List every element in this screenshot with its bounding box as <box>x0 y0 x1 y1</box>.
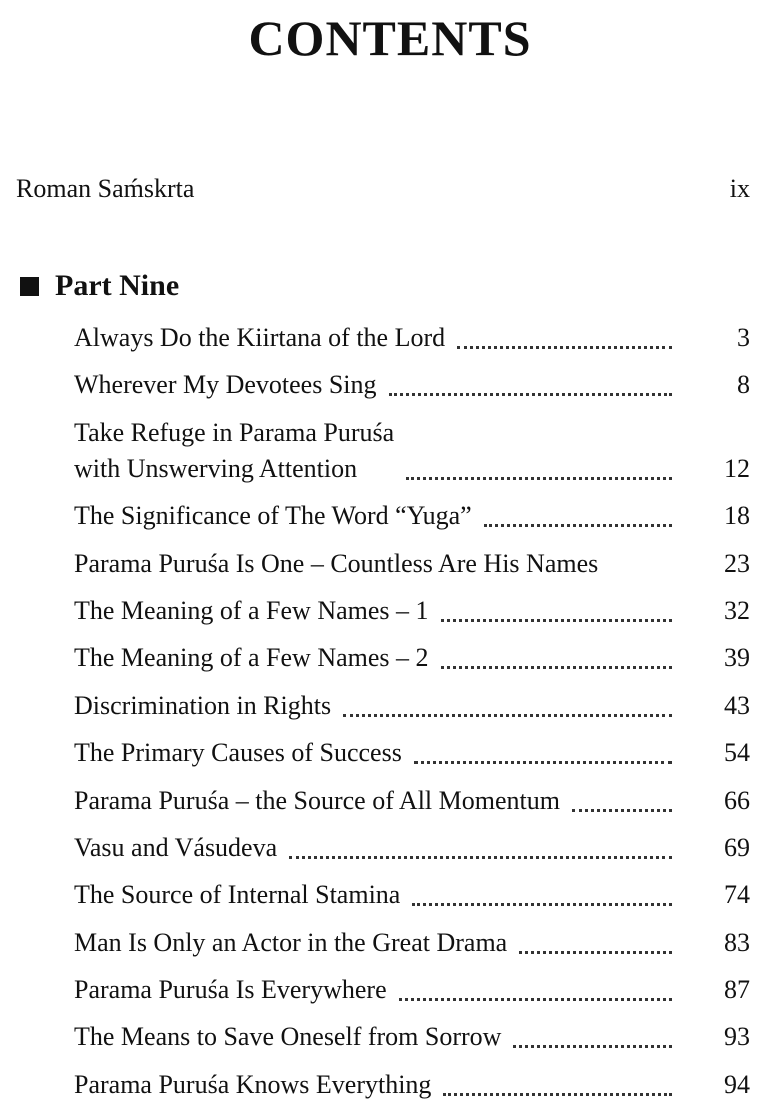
toc-entry-page: 74 <box>724 880 750 910</box>
toc-entry-page: 69 <box>724 832 750 862</box>
toc-entry-page: 94 <box>724 1069 750 1099</box>
toc-entry-title: Take Refuge in Parama Puruśa with Unswerving Attention <box>74 417 395 483</box>
toc-entry <box>74 688 750 724</box>
toc-entry-title: Man Is Only an Actor in the Great Drama <box>74 927 508 957</box>
part-heading-text: Part Nine <box>55 269 180 302</box>
dot-leader <box>406 451 672 480</box>
toc-entry-title: Parama Puruśa Knows Everything <box>74 1069 432 1099</box>
toc-entry-page: 83 <box>724 927 750 957</box>
toc-entry-page: 66 <box>724 785 750 815</box>
toc-entry-page: 12 <box>724 453 750 483</box>
toc-entry-title: Discrimination in Rights <box>74 690 332 720</box>
toc-entry <box>74 415 750 487</box>
dot-leader <box>572 783 672 812</box>
toc-entry-page: 93 <box>724 1022 750 1052</box>
toc-entry <box>74 877 750 913</box>
part-heading <box>20 266 179 306</box>
black-square-icon <box>20 277 39 296</box>
dot-leader <box>343 688 672 717</box>
dot-leader <box>519 925 672 954</box>
dot-leader <box>484 498 672 527</box>
toc-entry-page: 23 <box>724 548 750 578</box>
toc-entry <box>74 783 750 819</box>
toc-entry-title: The Significance of The Word “Yuga” <box>74 501 472 531</box>
toc-entry-page: 54 <box>724 738 750 768</box>
toc-entry <box>74 593 750 629</box>
toc-entry <box>74 830 750 866</box>
toc-entry-title: The Meaning of a Few Names – 2 <box>74 643 429 673</box>
toc-list <box>74 320 750 1114</box>
dot-leader <box>441 593 672 622</box>
front-matter-page: ix <box>729 174 750 203</box>
front-matter-label: Roman Saḿskrta <box>16 174 195 203</box>
toc-entry-page: 18 <box>724 501 750 531</box>
toc-entry-page: 8 <box>737 370 750 400</box>
toc-entry <box>74 367 750 403</box>
toc-entry <box>74 972 750 1008</box>
toc-entry <box>74 320 750 356</box>
dot-leader <box>389 367 672 396</box>
toc-entry-title: Parama Puruśa Is One – Countless Are His Names <box>74 548 599 578</box>
toc-entry-title: Parama Puruśa Is Everywhere <box>74 975 387 1005</box>
dot-leader <box>399 972 672 1001</box>
toc-entry-title: The Means to Save Oneself from Sorrow <box>74 1022 502 1052</box>
dot-leader <box>414 735 672 764</box>
dot-leader <box>289 830 672 859</box>
toc-entry-title: Always Do the Kiirtana of the Lord <box>74 323 446 352</box>
toc-entry <box>74 735 750 771</box>
page-title: CONTENTS <box>248 10 532 66</box>
toc-entry <box>74 546 750 582</box>
dot-leader <box>457 320 672 349</box>
toc-entry-title: The Primary Causes of Success <box>74 738 402 768</box>
toc-entry <box>74 498 750 534</box>
front-matter-entry <box>16 172 750 206</box>
toc-entry <box>74 1067 750 1103</box>
dot-leader <box>441 640 672 669</box>
toc-entry <box>74 1019 750 1055</box>
toc-entry-page: 32 <box>724 595 750 625</box>
dot-leader <box>412 877 672 906</box>
dot-leader <box>443 1067 672 1096</box>
dot-leader <box>513 1019 672 1048</box>
toc-entry-page: 3 <box>737 323 750 352</box>
toc-entry-title: Vasu and Vásudeva <box>74 832 278 862</box>
dot-leader <box>610 549 672 575</box>
toc-entry <box>74 925 750 961</box>
toc-entry-title: The Meaning of a Few Names – 1 <box>74 595 429 625</box>
toc-entry-page: 43 <box>724 690 750 720</box>
toc-entry-title: Wherever My Devotees Sing <box>74 370 377 400</box>
toc-entry-page: 39 <box>724 643 750 673</box>
toc-entry-page: 87 <box>724 975 750 1005</box>
toc-entry-title: The Source of Internal Stamina <box>74 880 401 910</box>
toc-entry-title: Parama Puruśa – the Source of All Momentum <box>74 785 560 815</box>
toc-entry <box>74 640 750 676</box>
